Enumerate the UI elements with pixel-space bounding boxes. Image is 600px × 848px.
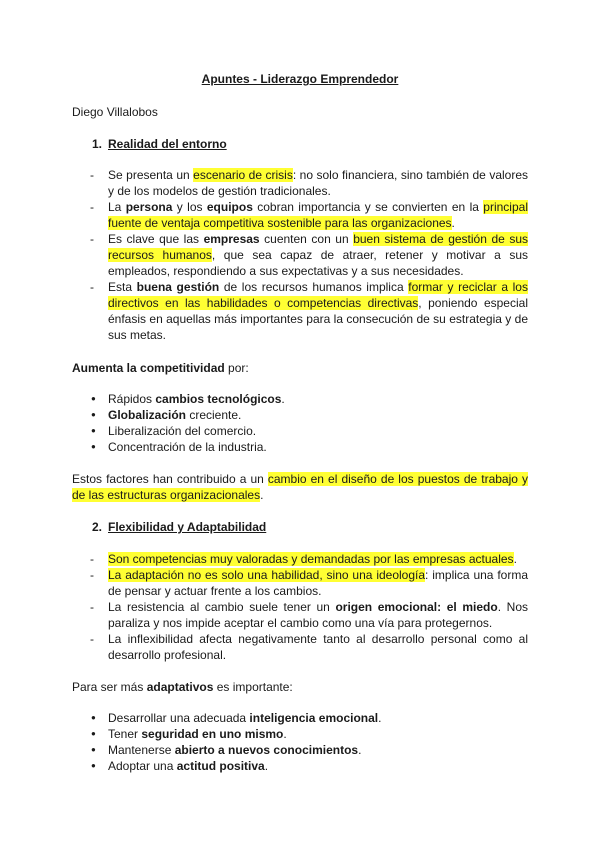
item-text: . (378, 711, 382, 725)
item-text: , que sea capaz de atraer, retener y motivar a sus empleados, respondiendo a sus expectativas y a sus necesidades. (108, 248, 529, 278)
item-text: . Nos paraliza y nos impide aceptar el cambio como una vía para protegernos. (108, 600, 528, 630)
intro-text: por: (224, 361, 249, 375)
item-bold: cambios tecnológicos (155, 392, 282, 406)
item-text: Mantenerse (108, 743, 175, 757)
item-bold: empresas (203, 232, 260, 246)
item-text: , poniendo especial énfasis en aquellas más importantes para la consecución de su estrategia y de sus metas. (108, 296, 528, 342)
competitividad-list (90, 391, 528, 455)
factores-paragraph (72, 471, 528, 503)
item-text: Rápidos (108, 392, 156, 406)
item-text: Tener (108, 727, 142, 741)
item-bold: origen emocional: el miedo (335, 600, 498, 614)
item-text: Liberalización del comercio. (108, 424, 257, 438)
item-text: Es clave que las (108, 232, 204, 246)
item-bold: equipos (206, 200, 253, 214)
list-item (90, 167, 528, 199)
item-text: La resistencia al cambio suele tener un (108, 600, 336, 614)
item-highlight: Son competencias muy valoradas y demandadas por las empresas actuales (108, 552, 514, 566)
item-highlight: formar y reciclar a los directivos en las habilidades o competencias directivas (108, 280, 528, 310)
list-item (90, 599, 528, 631)
item-highlight: buen sistema de gestión de sus recursos humanos (108, 232, 529, 262)
item-bold: abierto a nuevos conocimientos (174, 743, 359, 757)
item-text: Desarrollar una adecuada (108, 711, 250, 725)
item-bold: Globalización (108, 408, 187, 422)
item-text: y los (172, 200, 207, 214)
item-text: Adoptar una (108, 759, 177, 773)
section-2-list (90, 551, 528, 663)
item-bold: actitud positiva (176, 759, 265, 773)
item-text: : no solo financiera, sino también de valores y de los modelos de gestión tradicionales. (108, 168, 528, 198)
item-text: de los recursos humanos implica (219, 280, 409, 294)
list-item (90, 758, 528, 774)
list-item (90, 710, 528, 726)
section-1-heading (92, 137, 227, 151)
item-text: cobran importancia y se convierten en la (252, 200, 484, 214)
document-title: Apuntes - Liderazgo Emprendedor (201, 72, 399, 86)
item-text: . (451, 216, 455, 230)
item-text: . (283, 727, 287, 741)
list-item (90, 726, 528, 742)
item-text: . (281, 392, 285, 406)
competitividad-intro (72, 360, 528, 376)
section-1-heading-text: Realidad del entorno (108, 137, 227, 151)
item-text: Se presenta un (108, 168, 194, 182)
item-highlight: principal fuente de ventaja competitiva sostenible para las organizaciones (108, 200, 528, 230)
item-text: cuenten con un (259, 232, 354, 246)
list-item (90, 551, 528, 567)
item-bold: inteligencia emocional (249, 711, 379, 725)
item-text: creciente. (186, 408, 242, 422)
paragraph-highlight: cambio en el diseño de los puestos de trabajo y de las estructuras organizacionales (72, 472, 528, 502)
adaptativos-list (90, 710, 528, 774)
list-item (90, 631, 528, 663)
item-text: La (108, 200, 126, 214)
list-item (90, 279, 528, 343)
section-2-heading-text: Flexibilidad y Adaptabilidad (108, 520, 267, 534)
list-item (90, 567, 528, 599)
list-item (90, 439, 528, 455)
section-2-number: 2. (92, 520, 103, 534)
item-bold: buena gestión (136, 280, 220, 294)
item-text: . (513, 552, 517, 566)
item-bold: persona (125, 200, 173, 214)
item-text: . (264, 759, 269, 773)
item-text: Concentración de la industria. (108, 440, 267, 454)
intro-text: Para ser más (72, 680, 147, 694)
list-item (90, 231, 528, 279)
paragraph-text: Estos factores han contribuido a un (72, 472, 268, 486)
list-item (90, 199, 528, 231)
section-2-heading (92, 520, 266, 534)
item-text: : implica una forma de pensar y actuar frente a los cambios. (108, 568, 528, 598)
paragraph-text: . (260, 488, 264, 502)
adaptativos-intro (72, 679, 528, 695)
list-item (90, 423, 528, 439)
list-item (90, 407, 528, 423)
item-text: Esta (108, 280, 137, 294)
list-item (90, 391, 528, 407)
document-author: Diego Villalobos (72, 105, 158, 119)
intro-bold: Aumenta la competitividad (72, 361, 225, 375)
item-highlight: escenario de crisis (193, 168, 293, 182)
intro-text: es importante: (213, 680, 293, 694)
item-text: La inflexibilidad afecta negativamente tanto al desarrollo personal como al desarrollo profesional. (108, 632, 528, 662)
intro-bold: adaptativos (146, 680, 214, 694)
item-text: . (358, 743, 362, 757)
item-bold: seguridad en uno mismo (141, 727, 284, 741)
item-highlight: La adaptación no es solo una habilidad, sino una ideología (108, 568, 426, 582)
list-item (90, 742, 528, 758)
section-1-number: 1. (92, 137, 103, 151)
section-1-list (90, 167, 528, 343)
